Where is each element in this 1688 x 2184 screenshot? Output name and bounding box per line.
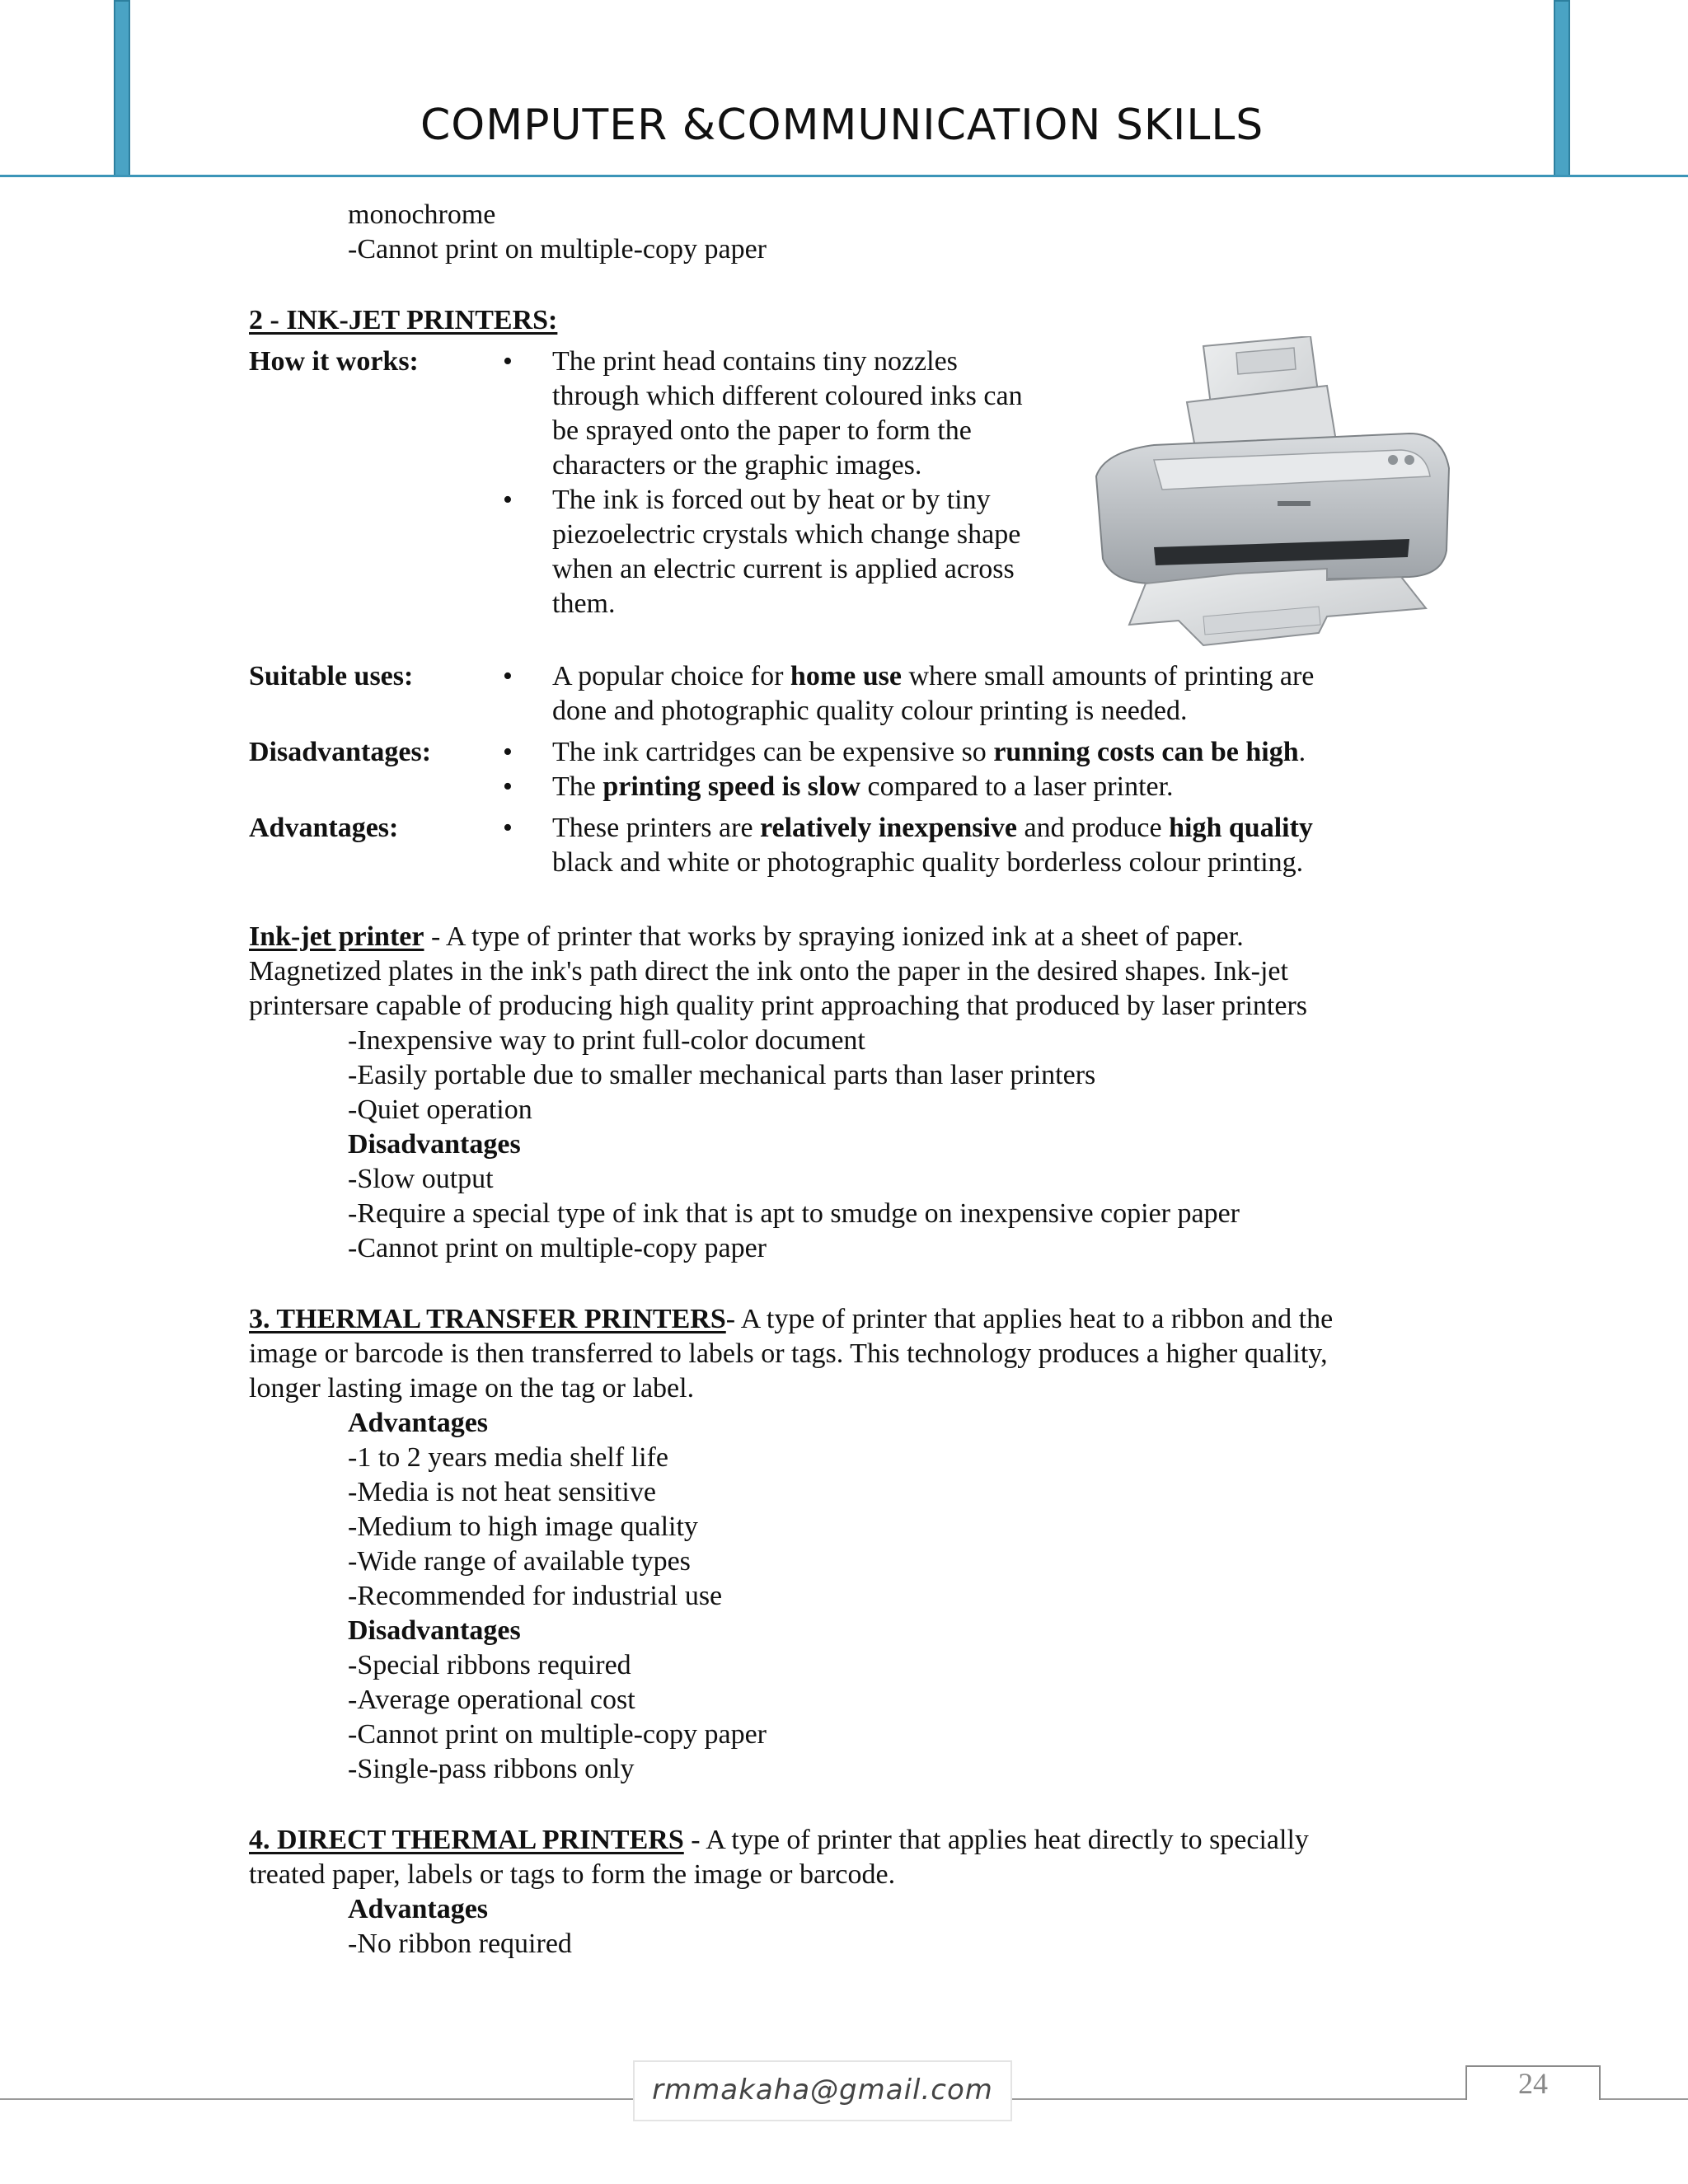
text-line: monochrome <box>348 199 496 230</box>
bullet-text: black and white or photographic quality borderless colour printing. <box>552 847 1304 878</box>
bullet-text: The printing speed is slow compared to a laser printer. <box>552 771 1174 802</box>
footer-rule <box>0 2098 635 2100</box>
subheading-advantages: Advantages <box>348 1408 489 1438</box>
list-item: -Require a special type of ink that is apt to smudge on inexpensive copier paper <box>348 1198 1240 1229</box>
list-item: -Special ribbons required <box>348 1650 631 1680</box>
list-item: -Average operational cost <box>348 1685 635 1715</box>
term-inkjet-printer: Ink-jet printer <box>249 921 424 952</box>
header-right-bar <box>1554 0 1570 176</box>
list-item: -Cannot print on multiple-copy paper <box>348 1233 767 1263</box>
how-it-works-label: How it works: <box>249 346 419 377</box>
advantages-label: Advantages: <box>249 813 399 843</box>
footer-rule <box>1601 2098 1688 2100</box>
bullet-text: characters or the graphic images. <box>552 450 922 480</box>
section-heading-direct-thermal: 4. DIRECT THERMAL PRINTERS <box>249 1825 684 1855</box>
list-item: -Recommended for industrial use <box>348 1581 723 1611</box>
bullet-text: when an electric current is applied across <box>552 554 1015 584</box>
section-heading-inkjet: 2 - INK-JET PRINTERS: <box>249 305 558 335</box>
footer-email: rmmakaha@gmail.com <box>652 2074 993 2107</box>
list-item: -Slow output <box>348 1164 494 1194</box>
paragraph-line: Magnetized plates in the ink's path direct the ink onto the paper in the desired shapes. Ink-jet <box>249 956 1288 987</box>
bullet-text: A popular choice for home use where small amounts of printing are <box>552 661 1315 691</box>
list-item: -Wide range of available types <box>348 1546 691 1577</box>
paragraph-line: 4. DIRECT THERMAL PRINTERS - A type of printer that applies heat directly to specially <box>249 1825 1309 1855</box>
list-item: -Easily portable due to smaller mechanical parts than laser printers <box>348 1060 1096 1090</box>
list-item: -Single-pass ribbons only <box>348 1754 635 1784</box>
header-rule <box>0 175 1688 177</box>
paragraph-line: 3. THERMAL TRANSFER PRINTERS- A type of printer that applies heat to a ribbon and the <box>249 1304 1334 1334</box>
bullet: • <box>503 737 513 767</box>
bullet: • <box>503 485 513 515</box>
bullet-text: piezoelectric crystals which change shape <box>552 519 1021 550</box>
list-item: -No ribbon required <box>348 1929 572 1959</box>
paragraph-line: longer lasting image on the tag or label. <box>249 1373 695 1404</box>
bullet-text: them. <box>552 588 616 619</box>
paragraph-line: Ink-jet printer - A type of printer that works by spraying ionized ink at a sheet of paper. <box>249 921 1244 952</box>
subheading-advantages: Advantages <box>348 1894 489 1924</box>
list-item: -1 to 2 years media shelf life <box>348 1442 668 1473</box>
bullet-text: The print head contains tiny nozzles <box>552 346 958 377</box>
footer-email-box <box>633 2060 1012 2121</box>
section-heading-thermal-transfer: 3. THERMAL TRANSFER PRINTERS <box>249 1304 726 1334</box>
bullet-text: be sprayed onto the paper to form the <box>552 415 972 446</box>
page-number-box <box>1465 2065 1601 2100</box>
footer-rule <box>1012 2098 1465 2100</box>
page-number: 24 <box>1518 2067 1548 2100</box>
bullet-text: These printers are relatively inexpensive and produce high quality <box>552 813 1313 843</box>
subheading-disadvantages: Disadvantages <box>348 1615 521 1646</box>
paragraph-line: printersare capable of producing high quality print approaching that produced by laser printers <box>249 991 1308 1021</box>
paragraph-line: image or barcode is then transferred to labels or tags. This technology produces a higher quality, <box>249 1338 1328 1369</box>
list-item: -Quiet operation <box>348 1094 532 1125</box>
bullet-text: The ink cartridges can be expensive so running costs can be high. <box>552 737 1306 767</box>
suitable-uses-label: Suitable uses: <box>249 661 414 691</box>
bullet: • <box>503 661 513 691</box>
header-left-bar <box>114 0 130 176</box>
inkjet-printer-image <box>1080 336 1451 654</box>
subheading-disadvantages: Disadvantages <box>348 1129 521 1160</box>
bullet-text: done and photographic quality colour printing is needed. <box>552 696 1188 726</box>
bullet: • <box>503 771 513 802</box>
list-item: -Medium to high image quality <box>348 1511 698 1542</box>
bullet: • <box>503 813 513 843</box>
page-title: COMPUTER &COMMUNICATION SKILLS <box>420 101 1264 150</box>
list-item: -Media is not heat sensitive <box>348 1477 656 1507</box>
bullet-text: through which different coloured inks can <box>552 381 1023 411</box>
paragraph-line: treated paper, labels or tags to form the image or barcode. <box>249 1859 896 1890</box>
list-item: -Cannot print on multiple-copy paper <box>348 1719 767 1750</box>
text-line: -Cannot print on multiple-copy paper <box>348 234 767 265</box>
disadvantages-label: Disadvantages: <box>249 737 432 767</box>
list-item: -Inexpensive way to print full-color document <box>348 1025 865 1056</box>
bullet-text: The ink is forced out by heat or by tiny <box>552 485 991 515</box>
bullet: • <box>503 346 513 377</box>
